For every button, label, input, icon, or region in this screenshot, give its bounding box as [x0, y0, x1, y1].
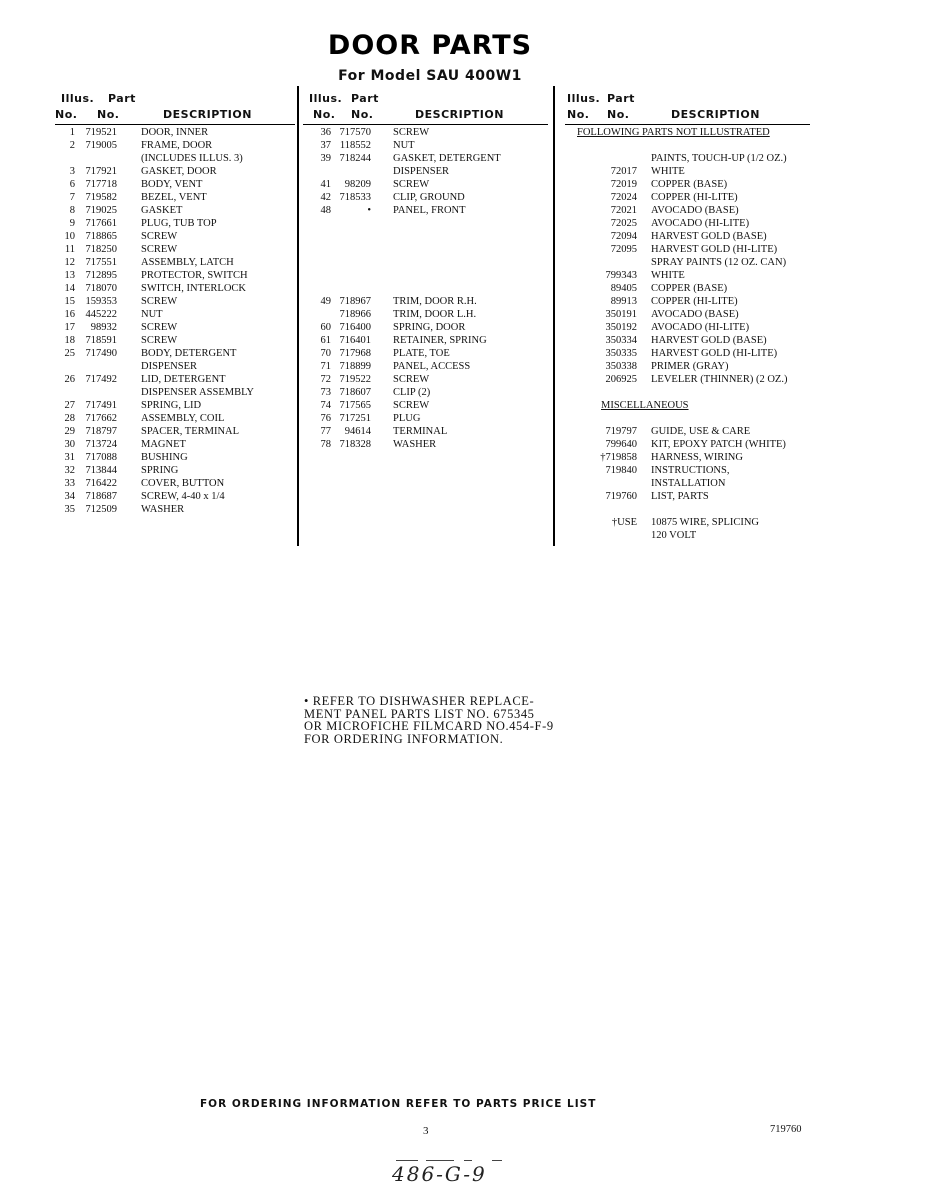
header-rule	[55, 124, 295, 125]
part-number: 716422	[85, 478, 117, 489]
part-description: GASKET, DETERGENT	[393, 153, 501, 164]
part-number: 159353	[85, 296, 117, 307]
illus-number: 25	[64, 348, 75, 359]
part-description: HARVEST GOLD (BASE)	[651, 335, 767, 346]
illus-number: 17	[64, 322, 75, 333]
part-number: 718328	[339, 439, 371, 450]
part-number: †USE	[611, 517, 637, 528]
part-number: 350191	[605, 309, 637, 320]
illus-header: Illus.	[567, 92, 601, 105]
part-number: 799343	[605, 270, 637, 281]
part-number: 350338	[605, 361, 637, 372]
part-description: PAINTS, TOUCH-UP (1/2 OZ.)	[651, 153, 787, 164]
part-description: SPACER, TERMINAL	[141, 426, 240, 437]
illus-number: 42	[320, 192, 331, 203]
part-number: 719521	[85, 127, 117, 138]
part-description: (INCLUDES ILLUS. 3)	[141, 153, 243, 164]
part-description: BEZEL, VENT	[141, 192, 207, 203]
illus-number: 16	[64, 309, 75, 320]
part-number: 717565	[339, 400, 371, 411]
part-description: DOOR, INNER	[141, 127, 209, 138]
part-description: LIST, PARTS	[651, 491, 709, 502]
note-line: MENT PANEL PARTS LIST NO. 675345	[304, 706, 535, 721]
part-description: COPPER (BASE)	[651, 283, 728, 294]
part-description: GUIDE, USE & CARE	[651, 426, 751, 437]
illus-number: 1	[69, 127, 75, 138]
illus-number: 10	[64, 231, 75, 242]
part-number: 206925	[605, 374, 637, 385]
note-line: FOR ORDERING INFORMATION.	[304, 731, 504, 746]
part-number: 717968	[339, 348, 371, 359]
note-line: OR MICROFICHE FILMCARD NO.454-F-9	[304, 719, 554, 733]
illus-number: 12	[64, 257, 75, 268]
part-number: 718533	[339, 192, 371, 203]
part-description: SCREW	[141, 296, 178, 307]
part-number: 713724	[85, 439, 117, 450]
part-number: 718591	[85, 335, 117, 346]
part-description: AVOCADO (BASE)	[651, 205, 739, 216]
part-description: RETAINER, SPRING	[393, 335, 487, 346]
part-number: 716400	[339, 322, 371, 333]
page-title: DOOR PARTS	[327, 30, 533, 61]
part-number: 719760	[605, 491, 637, 502]
part-number: 717491	[85, 400, 117, 411]
part-description: AVOCADO (BASE)	[651, 309, 739, 320]
part-description: SPRING	[141, 465, 179, 476]
part-description: SCREW	[393, 374, 430, 385]
part-number: 719840	[605, 465, 637, 476]
illus-number: 34	[64, 491, 75, 502]
column-divider	[553, 86, 555, 546]
part-description: PRIMER (GRAY)	[651, 361, 729, 372]
part-no-header: No.	[607, 108, 630, 121]
section-heading: FOLLOWING PARTS NOT ILLUSTRATED	[577, 127, 770, 138]
illus-number: 74	[320, 400, 331, 411]
part-description: LID, DETERGENT	[141, 374, 226, 385]
part-description: WASHER	[393, 439, 437, 450]
document-id: 719760	[770, 1124, 802, 1135]
part-description: DISPENSER ASSEMBLY	[141, 387, 255, 398]
part-description: INSTALLATION	[651, 478, 726, 489]
illus-number: 31	[64, 452, 75, 463]
illus-number: 49	[320, 296, 331, 307]
part-description: FRAME, DOOR	[141, 140, 213, 151]
illus-number: 14	[64, 283, 75, 294]
part-description: ASSEMBLY, LATCH	[141, 257, 234, 268]
part-number: 72094	[610, 231, 637, 242]
illus-number: 37	[320, 140, 331, 151]
part-number: 718899	[339, 361, 371, 372]
illus-number: 8	[69, 205, 75, 216]
part-number: 717718	[85, 179, 117, 190]
part-description: ASSEMBLY, COIL	[141, 413, 225, 424]
part-description: COPPER (HI-LITE)	[651, 296, 738, 307]
part-header: Part	[607, 92, 635, 105]
section-heading: MISCELLANEOUS	[601, 400, 689, 411]
part-description: PLUG	[393, 413, 421, 424]
part-description: TRIM, DOOR R.H.	[393, 296, 477, 307]
part-description: SCREW	[393, 179, 430, 190]
part-number: 717570	[339, 127, 371, 138]
part-number: 72021	[610, 205, 637, 216]
part-description: NUT	[393, 140, 415, 151]
part-number: 718967	[339, 296, 371, 307]
part-number: 445222	[85, 309, 117, 320]
part-description: PANEL, FRONT	[393, 205, 466, 216]
part-header: Part	[351, 92, 379, 105]
part-description: CLIP (2)	[393, 387, 431, 398]
illus-number: 18	[64, 335, 75, 346]
part-description: 120 VOLT	[651, 530, 697, 541]
part-description: HARNESS, WIRING	[651, 452, 743, 463]
part-number: 718865	[85, 231, 117, 242]
part-description: SCREW	[393, 400, 430, 411]
part-description: SCREW	[141, 231, 178, 242]
part-description: KIT, EPOXY PATCH (WHITE)	[651, 439, 786, 450]
part-description: BODY, VENT	[141, 179, 203, 190]
part-description: WASHER	[141, 504, 185, 515]
illus-number: 13	[64, 270, 75, 281]
part-number: 717662	[85, 413, 117, 424]
part-description: SPRING, LID	[141, 400, 202, 411]
illus-number: 6	[69, 179, 75, 190]
illus-number: 7	[69, 192, 75, 203]
part-description: SCREW	[141, 244, 178, 255]
part-number: 72095	[610, 244, 637, 255]
part-no-header: No.	[351, 108, 374, 121]
part-number: 98209	[344, 179, 371, 190]
part-description: SPRAY PAINTS (12 OZ. CAN)	[651, 257, 787, 268]
illus-number: 27	[64, 400, 75, 411]
illus-number: 72	[320, 374, 331, 385]
part-number: 72019	[610, 179, 637, 190]
part-description: CLIP, GROUND	[393, 192, 465, 203]
part-number: 718607	[339, 387, 371, 398]
illus-number: 61	[320, 335, 331, 346]
part-description: AVOCADO (HI-LITE)	[651, 218, 750, 229]
illus-no-header: No.	[55, 108, 78, 121]
illus-number: 60	[320, 322, 331, 333]
column-divider	[297, 86, 299, 546]
part-number: 94614	[344, 426, 371, 437]
part-number: 350334	[605, 335, 637, 346]
illus-number: 11	[64, 244, 75, 255]
part-description: SPRING, DOOR	[393, 322, 466, 333]
ordering-footer: FOR ORDERING INFORMATION REFER TO PARTS PRICE LIST	[200, 1098, 597, 1110]
part-description: GASKET	[141, 205, 183, 216]
illus-number: 36	[320, 127, 331, 138]
part-number: 712509	[85, 504, 117, 515]
part-number: 719797	[605, 426, 637, 437]
part-description: MAGNET	[141, 439, 186, 450]
part-number: 719025	[85, 205, 117, 216]
part-number: 799640	[605, 439, 637, 450]
description-header: DESCRIPTION	[163, 108, 252, 121]
part-number: 89913	[610, 296, 637, 307]
illus-number: 41	[320, 179, 331, 190]
part-number: 718250	[85, 244, 117, 255]
illus-number: 3	[69, 166, 75, 177]
part-number: 718797	[85, 426, 117, 437]
illus-number: 39	[320, 153, 331, 164]
part-description: HARVEST GOLD (BASE)	[651, 231, 767, 242]
part-header: Part	[108, 92, 136, 105]
part-description: BODY, DETERGENT	[141, 348, 237, 359]
illus-number: 15	[64, 296, 75, 307]
part-description: AVOCADO (HI-LITE)	[651, 322, 750, 333]
illus-number: 26	[64, 374, 75, 385]
illus-number: 71	[320, 361, 331, 372]
part-description: SCREW	[141, 322, 178, 333]
part-description: BUSHING	[141, 452, 188, 463]
illus-number: 70	[320, 348, 331, 359]
illus-number: 29	[64, 426, 75, 437]
part-number: 72025	[610, 218, 637, 229]
part-description: PROTECTOR, SWITCH	[141, 270, 248, 281]
illus-number: 30	[64, 439, 75, 450]
part-number: 350192	[605, 322, 637, 333]
part-description: WHITE	[651, 166, 685, 177]
part-number: 713844	[85, 465, 117, 476]
part-number: 717490	[85, 348, 117, 359]
part-description: DISPENSER	[393, 166, 450, 177]
part-number: 716401	[339, 335, 371, 346]
ordering-note	[304, 695, 554, 745]
part-number: 717661	[85, 218, 117, 229]
illus-no-header: No.	[567, 108, 590, 121]
part-number: 98932	[90, 322, 117, 333]
part-description: SCREW, 4-40 x 1/4	[141, 491, 225, 502]
illus-header: Illus.	[61, 92, 95, 105]
illus-number: 73	[320, 387, 331, 398]
part-description: PLUG, TUB TOP	[141, 218, 217, 229]
page-subtitle: For Model SAU 400W1	[338, 68, 522, 84]
illus-number: 33	[64, 478, 75, 489]
part-number: 717251	[339, 413, 371, 424]
part-number: 718244	[339, 153, 371, 164]
part-number: 719005	[85, 140, 117, 151]
illus-number: 28	[64, 413, 75, 424]
part-number: †719858	[600, 452, 637, 463]
part-number: 718966	[339, 309, 371, 320]
part-number: 719582	[85, 192, 117, 203]
part-number: 717921	[85, 166, 117, 177]
scribble-line	[396, 1160, 418, 1161]
part-number: 118552	[339, 140, 371, 151]
illus-number: 48	[320, 205, 331, 216]
part-description: PANEL, ACCESS	[393, 361, 471, 372]
part-description: HARVEST GOLD (HI-LITE)	[651, 348, 778, 359]
part-description: TRIM, DOOR L.H.	[393, 309, 477, 320]
part-description: 10875 WIRE, SPLICING	[651, 517, 760, 528]
illus-number: 78	[320, 439, 331, 450]
part-number: 72017	[610, 166, 637, 177]
header-rule	[303, 124, 548, 125]
part-number: 718070	[85, 283, 117, 294]
part-number: 712895	[85, 270, 117, 281]
part-description: WHITE	[651, 270, 685, 281]
part-number: 718687	[85, 491, 117, 502]
part-number: 717088	[85, 452, 117, 463]
illus-no-header: No.	[313, 108, 336, 121]
part-description: COPPER (HI-LITE)	[651, 192, 738, 203]
part-number: •	[367, 205, 371, 216]
part-description: NUT	[141, 309, 163, 320]
part-description: GASKET, DOOR	[141, 166, 217, 177]
part-description: COVER, BUTTON	[141, 478, 225, 489]
part-description: COPPER (BASE)	[651, 179, 728, 190]
scribble-line	[464, 1160, 472, 1161]
scribble-line	[426, 1160, 454, 1161]
part-description: INSTRUCTIONS,	[651, 465, 730, 476]
part-description: SCREW	[141, 335, 178, 346]
part-number: 72024	[610, 192, 637, 203]
description-header: DESCRIPTION	[671, 108, 760, 121]
part-description: SWITCH, INTERLOCK	[141, 283, 246, 294]
illus-number: 77	[320, 426, 331, 437]
part-number: 717551	[85, 257, 117, 268]
description-header: DESCRIPTION	[415, 108, 504, 121]
part-number: 717492	[85, 374, 117, 385]
illus-number: 2	[69, 140, 75, 151]
part-number: 719522	[339, 374, 371, 385]
page-number: 3	[423, 1125, 429, 1137]
note-line: • REFER TO DISHWASHER REPLACE-	[304, 694, 535, 708]
part-description: PLATE, TOE	[393, 348, 450, 359]
header-rule	[565, 124, 810, 125]
illus-number: 32	[64, 465, 75, 476]
part-no-header: No.	[97, 108, 120, 121]
part-description: TERMINAL	[393, 426, 448, 437]
scribble-line	[492, 1160, 502, 1161]
illus-number: 76	[320, 413, 331, 424]
part-number: 89405	[610, 283, 637, 294]
part-number: 350335	[605, 348, 637, 359]
part-description: HARVEST GOLD (HI-LITE)	[651, 244, 778, 255]
illus-number: 35	[64, 504, 75, 515]
illus-header: Illus.	[309, 92, 343, 105]
handwritten-annotation: 486-G-9	[392, 1162, 487, 1186]
part-description: SCREW	[393, 127, 430, 138]
illus-number: 9	[69, 218, 75, 229]
part-description: LEVELER (THINNER) (2 OZ.)	[651, 374, 788, 385]
part-description: DISPENSER	[141, 361, 198, 372]
